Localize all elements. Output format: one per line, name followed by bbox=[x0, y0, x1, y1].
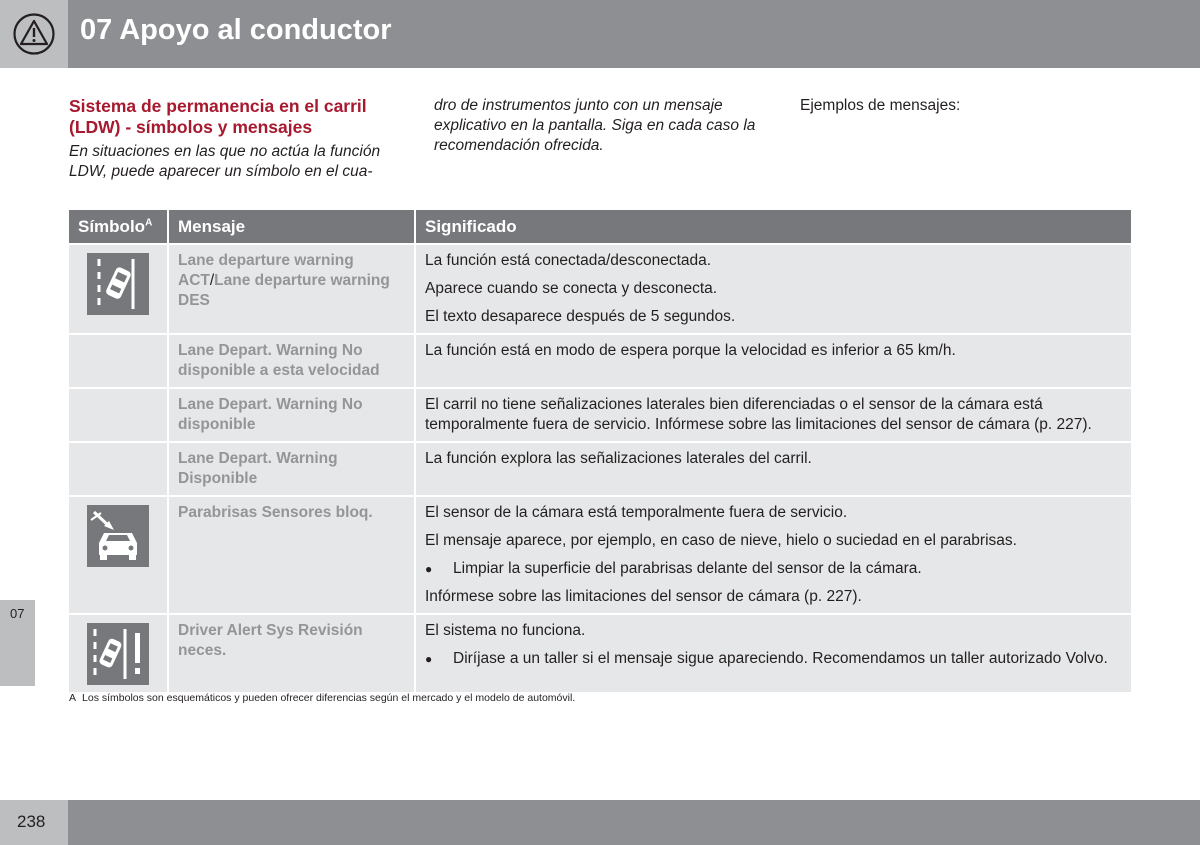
messages-table bbox=[69, 210, 1131, 694]
meaning-cell bbox=[415, 334, 1131, 388]
table-row bbox=[69, 496, 1131, 614]
meaning-line: La función está en modo de espera porque la velocidad es inferior a 65 km/h. bbox=[425, 342, 956, 359]
table-row bbox=[69, 334, 1131, 388]
meaning-line: El sensor de la cámara está temporalmente fuera de servicio. bbox=[425, 504, 848, 521]
page-number: 238 bbox=[17, 812, 46, 831]
message-cell: Parabrisas Sensores bloq. bbox=[168, 496, 415, 614]
page-title: 07 Apoyo al conductor bbox=[80, 14, 392, 46]
chapter-tab-label: 07 bbox=[10, 606, 25, 621]
bullet-item: ● Diríjase a un taller si el mensaje sigue apareciendo. Recomendamos un taller autorizado Volvo. bbox=[425, 649, 1123, 669]
symbol-cell bbox=[69, 496, 168, 614]
intro-column-2 bbox=[434, 96, 764, 156]
table-header-row bbox=[69, 210, 1131, 244]
meaning-cell bbox=[415, 244, 1131, 334]
message-cell: Lane Depart. Warning No disponible bbox=[168, 388, 415, 442]
table-row bbox=[69, 244, 1131, 334]
symbol-cell bbox=[69, 442, 168, 496]
lane-departure-warning-icon bbox=[87, 253, 149, 315]
header-icon-box bbox=[0, 0, 68, 68]
intro-column-1 bbox=[69, 96, 399, 182]
symbol-cell bbox=[69, 614, 168, 693]
page-footer bbox=[0, 800, 1200, 845]
bullet-item: ● Limpiar la superficie del parabrisas delante del sensor de la cámara. bbox=[425, 559, 1123, 579]
footnote-text: Los símbolos son esquemáticos y pueden ofrecer diferencias según el mercado y el modelo de automóvil. bbox=[82, 692, 576, 704]
symbol-cell bbox=[69, 334, 168, 388]
table-row bbox=[69, 388, 1131, 442]
symbol-cell bbox=[69, 388, 168, 442]
meaning-cell bbox=[415, 614, 1131, 693]
message-cell: Lane Depart. Warning No disponible a esta velocidad bbox=[168, 334, 415, 388]
warning-triangle-icon bbox=[13, 13, 55, 55]
symbol-cell bbox=[69, 244, 168, 334]
message-cell: Driver Alert Sys Revisión neces. bbox=[168, 614, 415, 693]
examples-label: Ejemplos de mensajes: bbox=[800, 97, 961, 114]
driver-alert-service-icon bbox=[87, 623, 149, 685]
table-row bbox=[69, 614, 1131, 693]
meaning-cell bbox=[415, 388, 1131, 442]
header-symbol: Símbolo$^A$ bbox=[69, 210, 168, 244]
meaning-cell bbox=[415, 496, 1131, 614]
meaning-cell bbox=[415, 442, 1131, 496]
intro-text-2: dro de instrumentos junto con un mensaje explicativo en la pantalla. Siga en cada caso la recomendación ofrecida. bbox=[434, 97, 756, 154]
meaning-line: El mensaje aparece, por ejemplo, en caso de nieve, hielo o suciedad en el parabrisas. bbox=[425, 532, 1017, 549]
message-cell: Lane Depart. Warning Disponible bbox=[168, 442, 415, 496]
footnote-mark: A bbox=[69, 692, 77, 704]
intro-column-3 bbox=[800, 96, 1130, 116]
windshield-sensor-blocked-icon bbox=[87, 505, 149, 567]
section-title: Sistema de permanencia en el carril (LDW) - símbolos y mensajes bbox=[69, 96, 367, 137]
message-cell: Lane departure warning ACT/Lane departure warning DES bbox=[168, 244, 415, 334]
meaning-line: Infórmese sobre las limitaciones del sensor de cámara (p. 227). bbox=[425, 588, 862, 605]
table-row bbox=[69, 442, 1131, 496]
meaning-line: La función explora las señalizaciones laterales del carril. bbox=[425, 450, 812, 467]
header-meaning: Significado bbox=[415, 210, 1131, 244]
meaning-line: La función está conectada/desconectada. bbox=[425, 252, 712, 269]
left-margin bbox=[0, 68, 68, 800]
intro-text-1: En situaciones en las que no actúa la función LDW, puede aparecer un símbolo en el cua- bbox=[69, 143, 381, 180]
footnote bbox=[69, 692, 575, 704]
header-message: Mensaje bbox=[168, 210, 415, 244]
meaning-line: El sistema no funciona. bbox=[425, 622, 586, 639]
meaning-line: El carril no tiene señalizaciones laterales bien diferenciadas o el sensor de la cámara está temporalmente fuera de servicio. Infórmese sobre las limitaciones del sensor de cámara (p. 227). bbox=[425, 396, 1092, 433]
meaning-line: Aparece cuando se conecta y desconecta. bbox=[425, 280, 718, 297]
meaning-line: El texto desaparece después de 5 segundos. bbox=[425, 308, 736, 325]
